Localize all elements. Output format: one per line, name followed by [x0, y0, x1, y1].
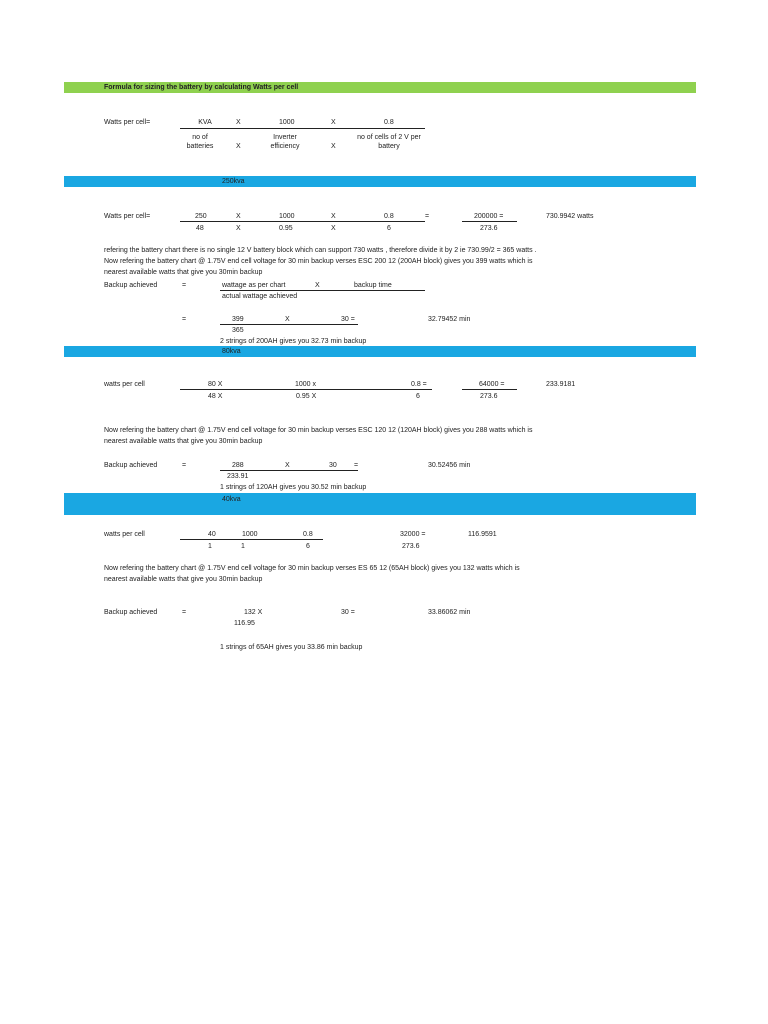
- formula-x1: X: [236, 119, 241, 126]
- s250-result-line: [462, 221, 517, 222]
- s80-num-a: 80 X: [208, 381, 223, 388]
- s80-note-2: nearest available watts that give you 30min backup: [104, 438, 263, 445]
- s250-num-1000: 1000: [279, 213, 295, 220]
- s250-fraction-line: [180, 221, 425, 222]
- s250-num-x2: X: [331, 213, 336, 220]
- s40-backup-eq: =: [182, 609, 187, 616]
- s40-den-batteries: 1: [208, 543, 212, 550]
- s250-summary: 2 strings of 200AH gives you 32.73 min backup: [220, 338, 367, 345]
- section-band-40kva: [64, 493, 696, 515]
- s250-actual: actual wattage achieved: [222, 293, 298, 300]
- s250-backup-x: X: [315, 282, 320, 289]
- s80-calc-line: [220, 470, 358, 471]
- s80-den-b: 0.95 X: [296, 393, 317, 400]
- section-band-80kva: [64, 346, 696, 357]
- s250-eq2: =: [182, 316, 187, 323]
- formula-label: Watts per cell=: [104, 119, 151, 126]
- s250-calc-line: [220, 324, 358, 325]
- s40-v132: 132 X: [244, 609, 263, 616]
- section-title-40kva: 40kva: [222, 496, 241, 503]
- formula-inverter: Inverter efficiency: [270, 134, 300, 150]
- s40-result: 116.9591: [468, 531, 497, 538]
- s40-num-pf: 0.8: [303, 531, 313, 538]
- s80-result: 233.9181: [546, 381, 576, 388]
- s250-label: Watts per cell=: [104, 213, 151, 220]
- s40-label: watts per cell: [104, 531, 145, 538]
- s250-den-eff: 0.95: [279, 225, 293, 232]
- s40-den-eff: 1: [241, 543, 245, 550]
- formula-kva: KVA: [198, 119, 212, 126]
- s250-result-num: 200000 =: [474, 213, 504, 220]
- s80-summary: 1 strings of 120AH gives you 30.52 min backup: [220, 484, 367, 491]
- s80-label: watts per cell: [104, 381, 145, 388]
- formula-1000: 1000: [279, 119, 295, 126]
- s250-wattage-chart: wattage as per chart: [222, 282, 286, 289]
- section-title-250kva: 250kva: [222, 178, 245, 185]
- section-title-80kva: 80kva: [222, 348, 241, 355]
- s40-num-1000: 1000: [242, 531, 258, 538]
- s250-backup-line: [220, 290, 425, 291]
- s80-num-c: 0.8 =: [411, 381, 427, 388]
- s40-result-den: 273.6: [402, 543, 420, 550]
- s40-note-2: nearest available watts that give you 30min backup: [104, 576, 263, 583]
- s40-den-cells: 6: [306, 543, 310, 550]
- s80-backup-eq: =: [182, 462, 187, 469]
- s250-num-x1: X: [236, 213, 241, 220]
- s40-num-kva: 40: [208, 531, 216, 538]
- s40-result-num: 32000 =: [400, 531, 426, 538]
- s40-v30: 30 =: [341, 609, 355, 616]
- s80-note-1: Now refering the battery chart @ 1.75V end cell voltage for 30 min backup verses ESC 120 12 (120AH block) gives you 288 watts which is: [104, 427, 533, 434]
- s250-note-2: Now refering the battery chart @ 1.75V end cell voltage for 30 min backup verses ESC 200 12 (200AH block) gives you 399 watts which is: [104, 258, 533, 265]
- s80-fraction-line: [180, 389, 432, 390]
- s250-backup-eq: =: [182, 282, 187, 289]
- s40-note-1: Now refering the battery chart @ 1.75V end cell voltage for 30 min backup verses ES 65 12 (65AH block) gives you 132 watts which is: [104, 565, 520, 572]
- s250-backup-label: Backup achieved: [104, 282, 158, 289]
- s250-v365: 365: [232, 327, 244, 334]
- s250-den-x1: X: [236, 225, 241, 232]
- s80-num-b: 1000 x: [295, 381, 317, 388]
- s250-v399: 399: [232, 316, 244, 323]
- s80-v288: 288: [232, 462, 244, 469]
- formula-x4: X: [331, 143, 336, 150]
- s250-num-pf: 0.8: [384, 213, 394, 220]
- s40-fraction-line: [180, 539, 323, 540]
- s250-note-1: refering the battery chart there is no single 12 V battery block which can support 730 watts , therefore divide it by 2 ie 730.99/2 = 365 watts .: [104, 247, 537, 254]
- s80-result-den: 273.6: [480, 393, 498, 400]
- page-title: Formula for sizing the battery by calculating Watts per cell: [104, 84, 299, 91]
- s250-v30: 30 =: [341, 316, 355, 323]
- s80-result-num: 64000 =: [479, 381, 505, 388]
- s250-den-x2: X: [331, 225, 336, 232]
- formula-batteries: no of batteries: [186, 134, 214, 150]
- s250-bx2: X: [285, 316, 290, 323]
- s80-minutes: 30.52456 min: [428, 462, 471, 469]
- s40-minutes: 33.86062 min: [428, 609, 471, 616]
- s80-den-c: 6: [416, 393, 420, 400]
- formula-x2: X: [331, 119, 336, 126]
- section-band-250kva: [64, 176, 696, 187]
- s250-note-3: nearest available watts that give you 30min backup: [104, 269, 263, 276]
- formula-fraction-line: [180, 128, 425, 129]
- s40-backup-label: Backup achieved: [104, 609, 158, 616]
- formula-cells: no of cells of 2 V per battery: [357, 134, 421, 150]
- s40-den: 116.95: [234, 620, 255, 627]
- s250-minutes: 32.79452 min: [428, 316, 471, 323]
- s250-num-kva: 250: [195, 213, 207, 220]
- s250-result: 730.9942 watts: [546, 213, 594, 220]
- s40-summary: 1 strings of 65AH gives you 33.86 min backup: [220, 644, 363, 651]
- formula-x3: X: [236, 143, 241, 150]
- s250-den-cells: 6: [387, 225, 391, 232]
- s80-result-line: [462, 389, 517, 390]
- s80-eq3: =: [354, 462, 359, 469]
- s80-backup-label: Backup achieved: [104, 462, 158, 469]
- formula-pf: 0.8: [384, 119, 394, 126]
- s80-bx: X: [285, 462, 290, 469]
- s250-den-batteries: 48: [196, 225, 204, 232]
- s80-den: 233.91: [227, 473, 249, 480]
- s250-equals: =: [425, 213, 430, 220]
- s250-backup-time: backup time: [354, 282, 392, 289]
- s250-result-den: 273.6: [480, 225, 498, 232]
- s80-den-a: 48 X: [208, 393, 223, 400]
- s80-v30: 30: [329, 462, 337, 469]
